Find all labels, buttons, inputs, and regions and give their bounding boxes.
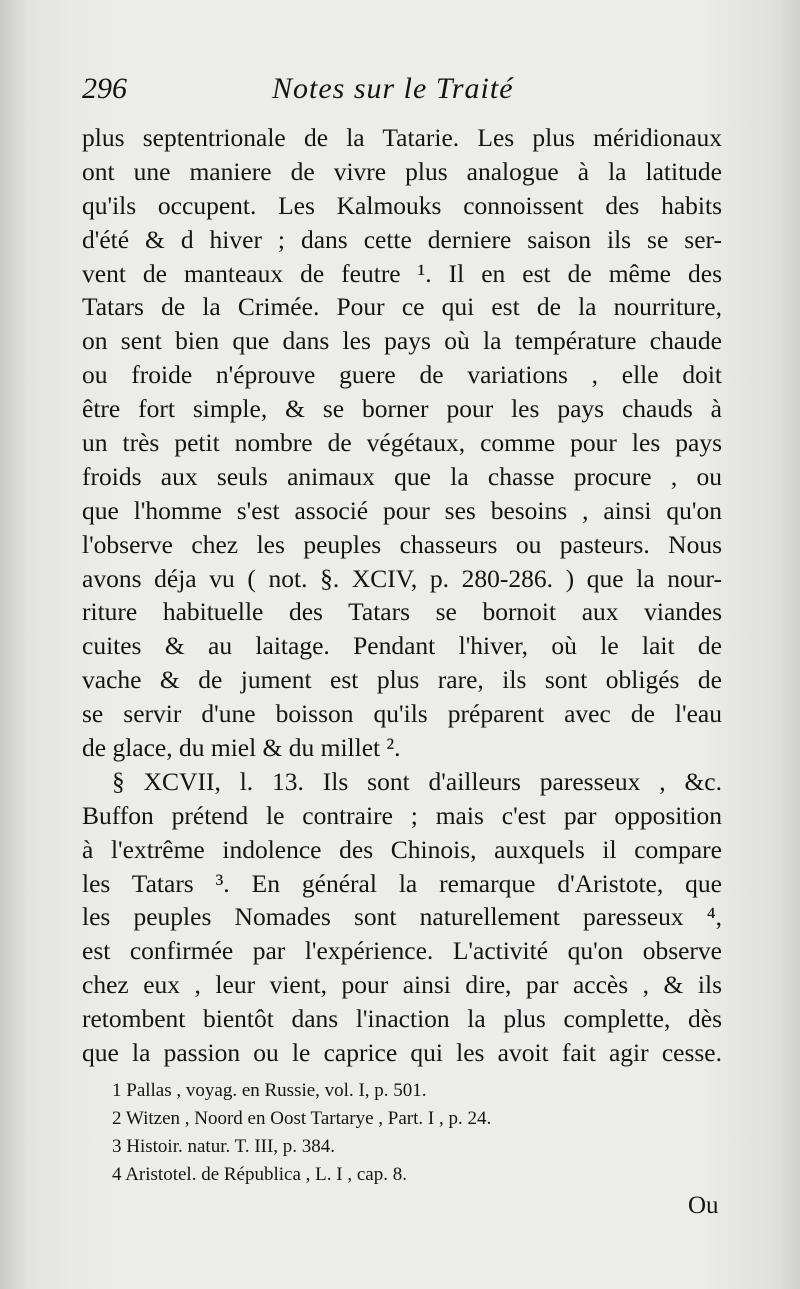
footnote: 4 Aristotel. de Républica , L. I , cap. 8. xyxy=(112,1164,407,1185)
text-line: que la passion ou le caprice qui les avoit fait agir cesse. xyxy=(82,1038,722,1068)
text-line: se servir d'une boisson qu'ils préparent avec de l'eau xyxy=(82,699,722,729)
text-line: § XCVII, l. 13. Ils sont d'ailleurs paresseux , &c. xyxy=(112,766,722,796)
page-header xyxy=(82,72,722,112)
text-line: qu'ils occupent. Les Kalmouks connoissent des habits xyxy=(82,190,722,220)
text-line: cuites & au laitage. Pendant l'hiver, où le lait de xyxy=(82,631,722,661)
text-line: avons déja vu ( not. §. XCIV, p. 280-286. ) que la nour- xyxy=(82,563,722,593)
catchword: Ou xyxy=(688,1192,719,1219)
text-line: on sent bien que dans les pays où la température chaude xyxy=(82,326,722,356)
text-line: froids aux seuls animaux que la chasse procure , ou xyxy=(82,461,722,491)
text-line: les Tatars ³. En général la remarque d'Aristote, que xyxy=(82,868,722,898)
text-line: vache & de jument est plus rare, ils sont obligés de xyxy=(82,665,722,695)
text-line: de glace, du miel & du millet ². xyxy=(82,733,401,763)
running-title: Notes sur le Traité xyxy=(272,72,514,105)
text-line: que l'homme s'est associé pour ses besoins , ainsi qu'on xyxy=(82,495,722,525)
text-line: retombent bientôt dans l'inaction la plus complette, dès xyxy=(82,1004,722,1034)
text-line: être fort simple, & se borner pour les pays chauds à xyxy=(82,394,722,424)
text-line: les peuples Nomades sont naturellement paresseux ⁴, xyxy=(82,902,722,932)
footnote: 1 Pallas , voyag. en Russie, vol. I, p. 501. xyxy=(112,1080,427,1101)
text-line: d'été & d hiver ; dans cette derniere saison ils se ser- xyxy=(82,224,722,254)
page-number: 296 xyxy=(82,72,127,105)
text-line: Buffon prétend le contraire ; mais c'est par opposition xyxy=(82,800,722,830)
body-text xyxy=(82,121,722,1070)
text-line: l'observe chez les peuples chasseurs ou pasteurs. Nous xyxy=(82,529,722,559)
text-line: est confirmée par l'expérience. L'activité qu'on observe xyxy=(82,936,722,966)
footnotes xyxy=(112,1077,632,1189)
footnote: 3 Histoir. natur. T. III, p. 384. xyxy=(112,1136,336,1157)
text-line: chez eux , leur vient, pour ainsi dire, par accès , & ils xyxy=(82,970,722,1000)
text-line: riture habituelle des Tatars se bornoit aux viandes xyxy=(82,597,722,627)
text-line: un très petit nombre de végétaux, comme pour les pays xyxy=(82,428,722,458)
text-line: ont une maniere de vivre plus analogue à la latitude xyxy=(82,156,722,186)
text-line: à l'extrême indolence des Chinois, auxquels il compare xyxy=(82,834,722,864)
text-line: Tatars de la Crimée. Pour ce qui est de la nourriture, xyxy=(82,292,722,322)
text-line: vent de manteaux de feutre ¹. Il en est de même des xyxy=(82,258,722,288)
text-line: plus septentrionale de la Tatarie. Les plus méridionaux xyxy=(82,123,722,152)
footnote: 2 Witzen , Noord en Oost Tartarye , Part. I , p. 24. xyxy=(112,1108,492,1129)
text-line: ou froide n'éprouve guere de variations , elle doit xyxy=(82,360,722,390)
